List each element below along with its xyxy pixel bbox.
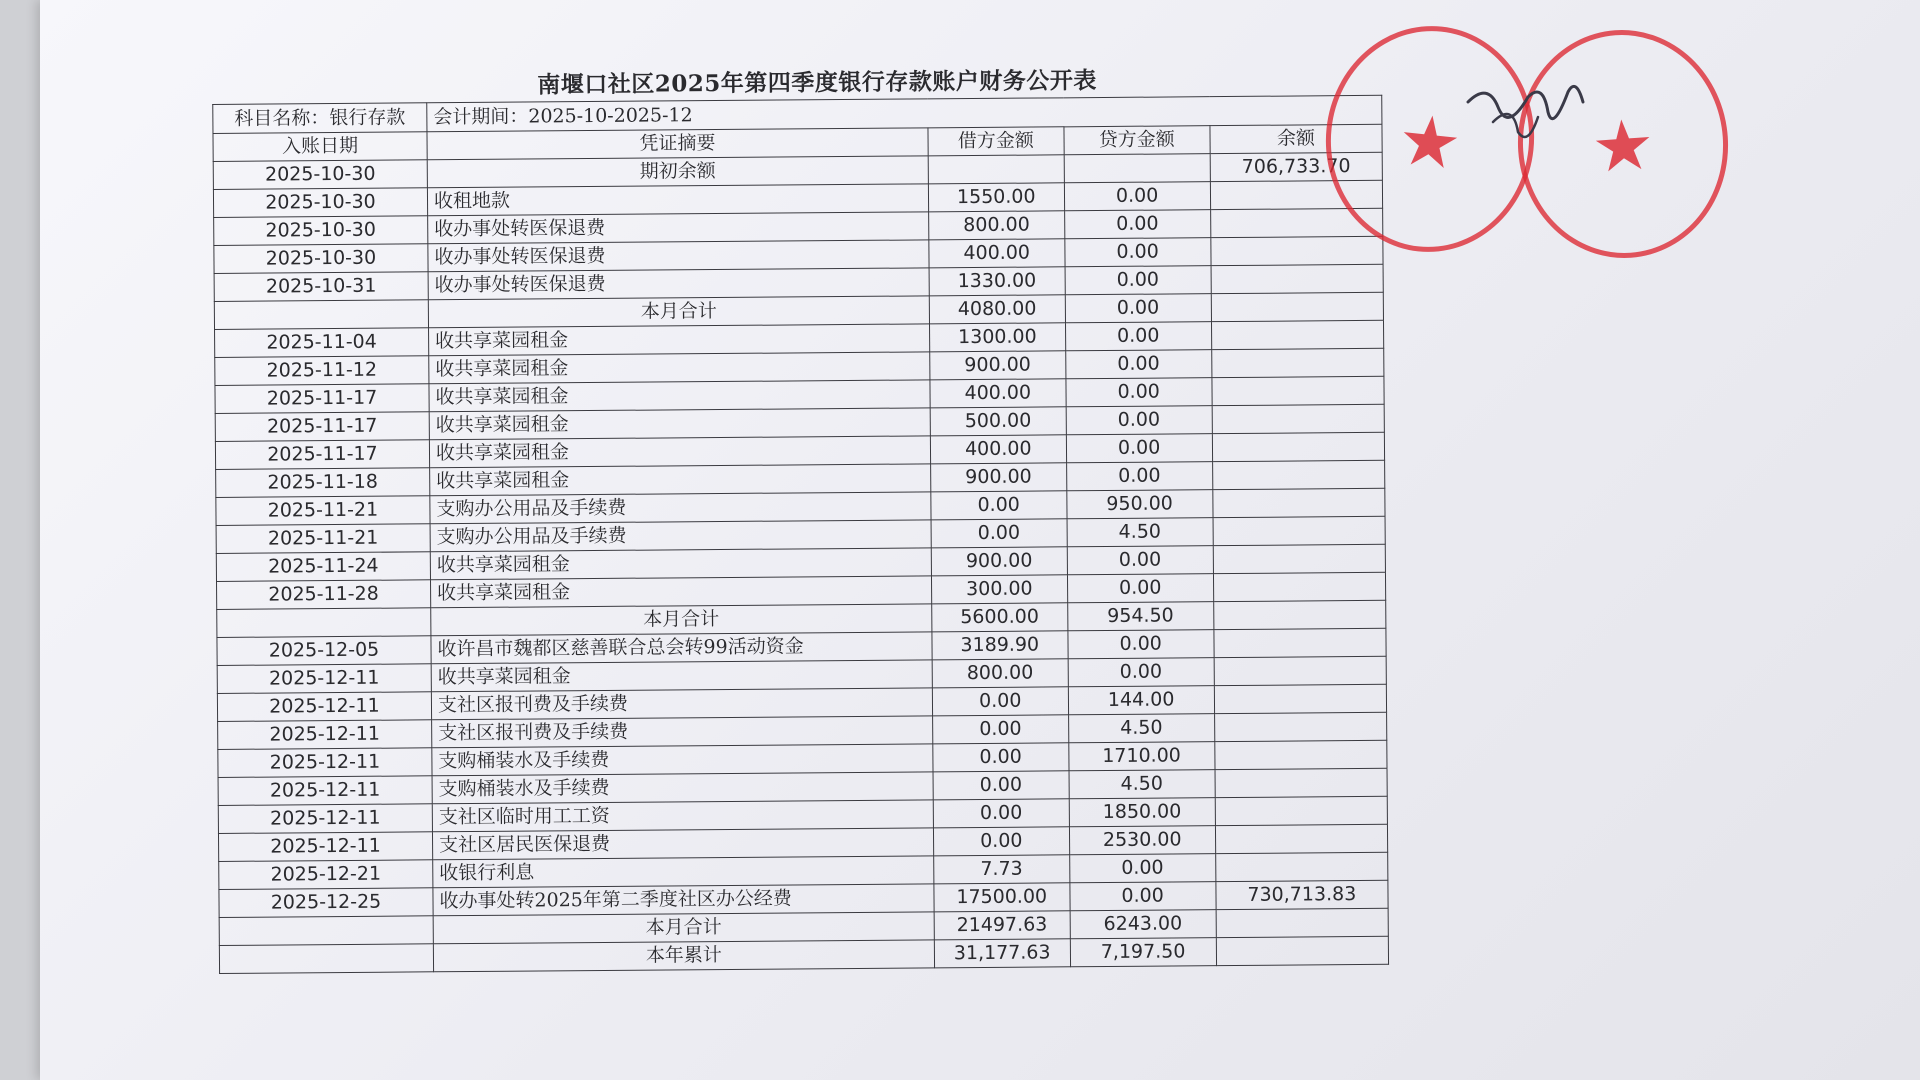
cell-balance: 730,713.83	[1216, 880, 1388, 909]
cell-date: 2025-11-12	[215, 356, 429, 386]
cell-debit: 800.00	[929, 211, 1065, 240]
cell-balance	[1211, 320, 1383, 349]
cell-summary: 本月合计	[433, 912, 934, 944]
cell-balance	[1212, 404, 1384, 433]
cell-date: 2025-10-30	[214, 216, 428, 246]
cell-debit: 17500.00	[934, 883, 1070, 912]
cell-date: 2025-11-24	[216, 552, 430, 582]
cell-debit: 400.00	[930, 435, 1066, 464]
document-title: 南堰口社区2025年第四季度银行存款账户财务公开表	[537, 67, 1097, 99]
cell-summary: 收办事处转医保退费	[428, 212, 929, 244]
header-credit: 贷方金额	[1064, 126, 1210, 155]
cell-date: 2025-12-05	[217, 636, 431, 666]
cell-credit: 0.00	[1065, 266, 1211, 295]
ledger-table	[212, 95, 1389, 974]
cell-balance: 706,733.70	[1210, 152, 1382, 181]
cell-balance	[1215, 768, 1387, 797]
cell-credit	[1064, 154, 1210, 183]
cell-debit: 900.00	[930, 351, 1066, 380]
cell-balance	[1213, 488, 1385, 517]
cell-credit: 0.00	[1064, 182, 1210, 211]
cell-date	[217, 608, 431, 638]
cell-balance	[1214, 684, 1386, 713]
cell-summary: 支社区报刊费及手续费	[432, 716, 933, 748]
cell-debit: 5600.00	[932, 603, 1068, 632]
cell-summary: 支购办公用品及手续费	[430, 492, 931, 524]
cell-balance	[1212, 376, 1384, 405]
cell-balance	[1215, 852, 1387, 881]
seal-name	[1528, 200, 1728, 214]
cell-credit: 950.00	[1066, 490, 1212, 519]
cell-credit: 0.00	[1066, 462, 1212, 491]
cell-debit: 0.00	[933, 771, 1069, 800]
cell-debit: 0.00	[931, 519, 1067, 548]
cell-date	[219, 944, 433, 974]
cell-credit: 0.00	[1066, 378, 1212, 407]
cell-date: 2025-12-21	[219, 860, 433, 890]
cell-debit: 0.00	[933, 827, 1069, 856]
cell-summary: 收共享菜园租金	[429, 380, 930, 412]
cell-debit: 400.00	[929, 239, 1065, 268]
cell-date: 2025-12-11	[218, 748, 432, 778]
cell-summary: 收共享菜园租金	[430, 576, 931, 608]
cell-balance	[1211, 292, 1383, 321]
cell-date: 2025-12-11	[218, 832, 432, 862]
cell-balance	[1213, 516, 1385, 545]
cell-credit: 0.00	[1065, 322, 1211, 351]
cell-debit: 0.00	[931, 491, 1067, 520]
cell-date: 2025-10-30	[213, 160, 427, 190]
cell-credit: 4.50	[1068, 714, 1214, 743]
cell-balance	[1214, 628, 1386, 657]
cell-credit: 2530.00	[1069, 826, 1215, 855]
cell-balance	[1215, 824, 1387, 853]
cell-balance	[1215, 740, 1387, 769]
cell-balance	[1213, 600, 1385, 629]
cell-credit: 0.00	[1070, 882, 1216, 911]
cell-date	[214, 300, 428, 330]
cell-summary: 本月合计	[428, 296, 929, 328]
header-balance: 余额	[1210, 124, 1382, 153]
cell-balance	[1211, 348, 1383, 377]
cell-balance	[1214, 656, 1386, 685]
cell-debit: 0.00	[933, 715, 1069, 744]
cell-balance	[1211, 264, 1383, 293]
cell-credit: 6243.00	[1070, 910, 1216, 939]
cell-debit: 800.00	[932, 659, 1068, 688]
cell-summary: 收共享菜园租金	[430, 464, 931, 496]
cell-debit: 300.00	[931, 575, 1067, 604]
cell-debit: 0.00	[933, 743, 1069, 772]
financial-disclosure-sheet	[212, 63, 1389, 974]
star-icon: ★	[1588, 102, 1658, 190]
cell-balance	[1216, 936, 1388, 965]
cell-debit: 31,177.63	[934, 939, 1070, 968]
cell-balance	[1214, 712, 1386, 741]
cell-summary: 收共享菜园租金	[428, 324, 929, 356]
cell-debit: 900.00	[931, 463, 1067, 492]
cell-date: 2025-11-17	[215, 412, 429, 442]
cell-credit: 0.00	[1068, 630, 1214, 659]
header-summary: 凭证摘要	[427, 128, 928, 160]
cell-date: 2025-11-04	[215, 328, 429, 358]
cell-summary: 支购桶装水及手续费	[432, 772, 933, 804]
cell-debit: 21497.63	[934, 911, 1070, 940]
cell-summary: 收共享菜园租金	[429, 436, 930, 468]
cell-debit: 400.00	[930, 379, 1066, 408]
cell-balance	[1216, 908, 1388, 937]
cell-summary: 支社区报刊费及手续费	[431, 688, 932, 720]
cell-date: 2025-12-11	[218, 804, 432, 834]
cell-summary: 收许昌市魏都区慈善联合总会转99活动资金	[431, 632, 932, 664]
cell-date: 2025-12-11	[218, 776, 432, 806]
seal-ring-text	[1526, 39, 1706, 52]
cell-balance	[1212, 432, 1384, 461]
cell-debit: 1550.00	[928, 183, 1064, 212]
cell-credit: 0.00	[1069, 854, 1215, 883]
cell-summary: 支购桶装水及手续费	[432, 744, 933, 776]
cell-date	[219, 916, 433, 946]
cell-credit: 4.50	[1069, 770, 1215, 799]
cell-date: 2025-12-25	[219, 888, 433, 918]
cell-date: 2025-11-21	[216, 496, 430, 526]
cell-debit: 500.00	[930, 407, 1066, 436]
cell-credit: 0.00	[1068, 658, 1214, 687]
cell-summary: 支购办公用品及手续费	[430, 520, 931, 552]
header-debit: 借方金额	[928, 127, 1064, 156]
cell-summary: 本年累计	[433, 940, 934, 972]
cell-date: 2025-12-11	[218, 720, 432, 750]
cell-summary: 收共享菜园租金	[431, 660, 932, 692]
cell-summary: 本月合计	[431, 604, 932, 636]
cell-date: 2025-11-18	[216, 468, 430, 498]
cell-date: 2025-10-30	[213, 188, 427, 218]
cell-credit: 0.00	[1067, 546, 1213, 575]
cell-credit: 0.00	[1064, 238, 1210, 267]
cell-balance	[1215, 796, 1387, 825]
cell-summary: 支社区居民医保退费	[432, 828, 933, 860]
cell-summary: 收租地款	[427, 184, 928, 216]
cell-credit: 1850.00	[1069, 798, 1215, 827]
cell-summary: 期初余额	[427, 156, 928, 188]
cell-debit: 7.73	[934, 855, 1070, 884]
subject-label: 科目名称：银行存款	[213, 103, 427, 134]
seal-name	[1325, 190, 1522, 211]
handwritten-signature	[1458, 62, 1588, 152]
cell-balance	[1212, 460, 1384, 489]
cell-credit: 1710.00	[1068, 742, 1214, 771]
cell-debit: 0.00	[933, 799, 1069, 828]
cell-balance	[1211, 236, 1383, 265]
cell-date: 2025-11-17	[215, 440, 429, 470]
cell-summary: 收银行利息	[433, 856, 934, 888]
cell-debit	[928, 155, 1064, 184]
cell-debit: 3189.90	[932, 631, 1068, 660]
cell-credit: 0.00	[1065, 350, 1211, 379]
cell-credit: 0.00	[1066, 434, 1212, 463]
period-label: 会计期间：2025-10-2025-12	[427, 95, 1382, 131]
header-date: 入账日期	[213, 132, 427, 162]
seal-ring-text	[1352, 32, 1529, 51]
cell-summary: 收办事处转医保退费	[428, 268, 929, 300]
cell-date: 2025-11-21	[216, 524, 430, 554]
cell-credit: 144.00	[1068, 686, 1214, 715]
star-icon: ★	[1394, 97, 1466, 187]
document-page	[40, 0, 1920, 1080]
cell-credit: 954.50	[1067, 602, 1213, 631]
cell-date: 2025-10-30	[214, 244, 428, 274]
cell-summary: 收办事处转2025年第二季度社区办公经费	[433, 884, 934, 916]
cell-date: 2025-12-11	[217, 692, 431, 722]
cell-credit: 0.00	[1064, 210, 1210, 239]
cell-date: 2025-11-17	[215, 384, 429, 414]
cell-debit: 4080.00	[929, 295, 1065, 324]
cell-summary: 收办事处转医保退费	[428, 240, 929, 272]
cell-summary: 收共享菜园租金	[430, 548, 931, 580]
cell-date: 2025-12-11	[217, 664, 431, 694]
cell-credit: 0.00	[1067, 574, 1213, 603]
cell-credit: 7,197.50	[1070, 938, 1216, 967]
cell-date: 2025-11-28	[217, 580, 431, 610]
cell-debit: 1300.00	[929, 323, 1065, 352]
cell-balance	[1213, 544, 1385, 573]
cell-debit: 0.00	[932, 687, 1068, 716]
cell-summary: 收共享菜园租金	[429, 352, 930, 384]
cell-balance	[1213, 572, 1385, 601]
cell-credit: 0.00	[1066, 406, 1212, 435]
cell-date: 2025-10-31	[214, 272, 428, 302]
cell-debit: 1330.00	[929, 267, 1065, 296]
cell-summary: 支社区临时用工工资	[432, 800, 933, 832]
cell-summary: 收共享菜园租金	[429, 408, 930, 440]
cell-debit: 900.00	[931, 547, 1067, 576]
cell-credit: 4.50	[1067, 518, 1213, 547]
cell-credit: 0.00	[1065, 294, 1211, 323]
